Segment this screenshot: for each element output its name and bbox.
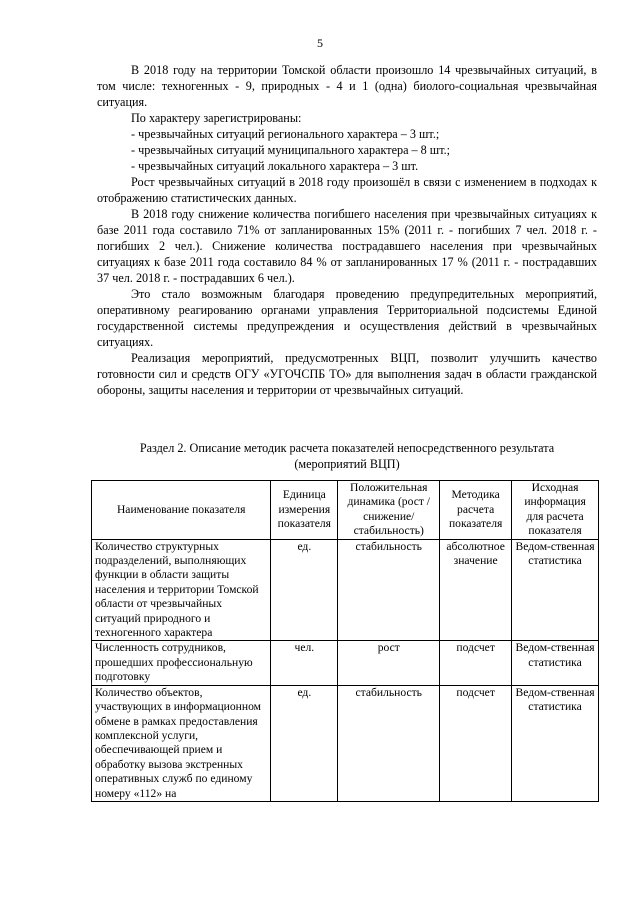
list-item: - чрезвычайных ситуаций муниципального характера – 8 шт.; [131, 143, 451, 157]
table-cell: чел. [271, 641, 338, 685]
table-cell: Ведом-ственная статистика [512, 539, 599, 641]
column-header: Наименование показателя [92, 481, 271, 540]
table-cell: стабильность [338, 539, 440, 641]
table-cell: абсолютное значение [440, 539, 512, 641]
paragraph: Это стало возможным благодаря проведению предупредительных мероприятий, оперативному реагированию органами управления Территориальной подсистемы Единой государственной системы предупреждения и осуществления действий в чрезвычайных ситуациях. [97, 287, 597, 349]
paragraph: В 2018 году снижение количества погибшего населения при чрезвычайных ситуациях к базе 2011 года составило 71% от запланированных 15% (2011 г. - погибших 7 чел. 2018 г. - погибших 2 чел.). Снижение количества пострадавшего населения при чрезвычайных ситуациях к базе 2011 года составило 84 % от запланированных 17 % (2011 г. - пострадавших 37 чел. 2018 г. - пострадавших 6 чел.). [97, 207, 597, 285]
column-header: Исходная информация для расчета показателя [512, 481, 599, 540]
table-cell: Количество объектов, участвующих в информационном обмене в рамках предоставления комплексной услуги, обеспечивающей прием и обработку вызова экстренных оперативных служб по единому номеру «112» на [92, 685, 271, 801]
table-cell: Ведом-ственная статистика [512, 641, 599, 685]
table-row [92, 641, 599, 685]
paragraph: Реализация мероприятий, предусмотренных ВЦП, позволит улучшить качество готовности сил и средств ОГУ «УГОЧСПБ ТО» для выполнения задач в области гражданской обороны, защиты населения и территории от чрезвычайных ситуаций. [97, 351, 597, 397]
section-title [97, 440, 597, 472]
section-title-line: (мероприятий ВЦП) [294, 457, 400, 471]
table-cell: стабильность [338, 685, 440, 801]
section-title-line: Раздел 2. Описание методик расчета показателей непосредственного результата [139, 441, 555, 455]
table-row [92, 539, 599, 641]
paragraph: В 2018 году на территории Томской области произошло 14 чрезвычайных ситуаций, в том числе: техногенных - 9, природных - 4 и 1 (одна) биолого-социальная чрезвычайная ситуация. [97, 63, 597, 109]
table-cell: ед. [271, 539, 338, 641]
table-row [92, 685, 599, 801]
paragraph: По характеру зарегистрированы: [131, 111, 302, 125]
table-cell: подсчет [440, 641, 512, 685]
column-header: Положительная динамика (рост / снижение/ стабильность) [338, 481, 440, 540]
table-cell: Численность сотрудников, прошедших профессиональную подготовку [92, 641, 271, 685]
list-item: - чрезвычайных ситуаций локального характера – 3 шт. [131, 159, 419, 173]
table-cell: ед. [271, 685, 338, 801]
table-cell: подсчет [440, 685, 512, 801]
table-cell: Ведом-ственная статистика [512, 685, 599, 801]
table-cell: Количество структурных подразделений, выполняющих функции в области защиты населения и территории Томской области от чрезвычайных ситуаций природного и техногенного характера [92, 539, 271, 641]
table-header-row [92, 481, 599, 540]
column-header: Единица измерения показателя [271, 481, 338, 540]
list-item: - чрезвычайных ситуаций регионального характера – 3 шт.; [131, 127, 440, 141]
column-header: Методика расчета показателя [440, 481, 512, 540]
paragraph: Рост чрезвычайных ситуаций в 2018 году произошёл в связи с изменением в подходах к отображению статистических данных. [97, 175, 597, 205]
body-text [97, 62, 597, 398]
table-cell: рост [338, 641, 440, 685]
page-number: 5 [317, 36, 323, 50]
indicators-table [91, 480, 599, 802]
